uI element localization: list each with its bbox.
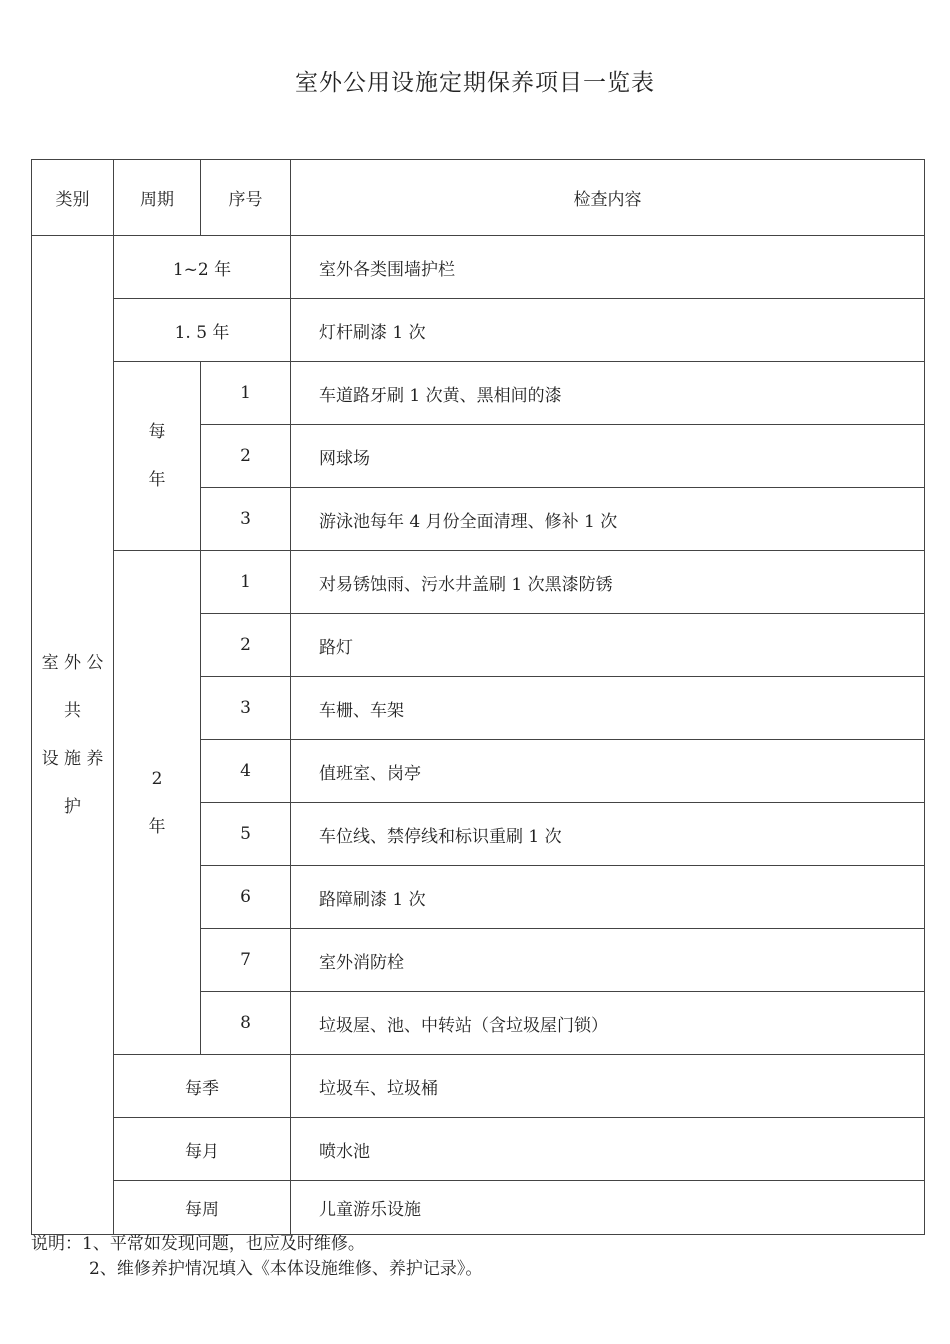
page-title: 室外公用设施定期保养项目一览表 — [295, 70, 655, 96]
category-cell — [32, 236, 114, 1235]
notes — [31, 1232, 482, 1282]
content-cell: 车位线、禁停线和标识重刷 1 次 — [291, 803, 925, 866]
table-row — [32, 1181, 925, 1235]
header-content: 检查内容 — [291, 160, 925, 236]
number-cell: 2 — [201, 425, 291, 488]
content-cell: 值班室、岗亭 — [291, 740, 925, 803]
number-cell: 6 — [201, 866, 291, 929]
period-cell: 每季 — [114, 1055, 291, 1118]
content-cell: 室外各类围墙护栏 — [291, 236, 925, 299]
content-cell: 车道路牙刷 1 次黄、黑相间的漆 — [291, 362, 925, 425]
content-cell: 对易锈蚀雨、污水井盖刷 1 次黑漆防锈 — [291, 551, 925, 614]
table-row — [32, 299, 925, 362]
content-cell: 灯杆刷漆 1 次 — [291, 299, 925, 362]
period-line: 每 — [148, 422, 166, 442]
number-cell: 4 — [201, 740, 291, 803]
content-cell: 路障刷漆 1 次 — [291, 866, 925, 929]
note-line: 说明：1、平常如发现问题，也应及时维修。 — [31, 1234, 365, 1254]
number-cell: 1 — [201, 551, 291, 614]
number-cell: 7 — [201, 929, 291, 992]
content-cell: 游泳池每年 4 月份全面清理、修补 1 次 — [291, 488, 925, 551]
category-line: 护 — [64, 797, 81, 817]
table-row — [32, 551, 925, 614]
table-row — [32, 1118, 925, 1181]
period-line: 年 — [148, 816, 166, 837]
header-period: 周期 — [114, 160, 201, 236]
number-cell: 8 — [201, 992, 291, 1055]
period-cell: 1. 5 年 — [114, 299, 291, 362]
note-line: 2、维修养护情况填入《本体设施维修、养护记录》。 — [89, 1259, 483, 1279]
content-cell: 室外消防栓 — [291, 929, 925, 992]
table-row — [32, 236, 925, 299]
content-cell: 喷水池 — [291, 1118, 925, 1181]
period-cell: 每月 — [114, 1118, 291, 1181]
number-cell: 1 — [201, 362, 291, 425]
content-cell: 车栅、车架 — [291, 677, 925, 740]
header-category: 类别 — [32, 160, 114, 236]
header-number: 序号 — [201, 160, 291, 236]
number-cell: 3 — [201, 488, 291, 551]
table-header-row — [32, 160, 925, 236]
number-cell: 2 — [201, 614, 291, 677]
period-cell-yearly — [114, 362, 201, 551]
number-cell: 3 — [201, 677, 291, 740]
category-line: 共 — [64, 701, 81, 721]
number-cell: 5 — [201, 803, 291, 866]
period-cell-two-year — [114, 551, 201, 1055]
content-cell: 垃圾屋、池、中转站（含垃圾屋门锁） — [291, 992, 925, 1055]
table-row — [32, 1055, 925, 1118]
period-cell: 每周 — [114, 1181, 291, 1235]
category-line: 室 外 公 — [41, 653, 104, 673]
period-line: 年 — [148, 470, 166, 490]
maintenance-table — [31, 159, 925, 1235]
content-cell: 网球场 — [291, 425, 925, 488]
content-cell: 儿童游乐设施 — [291, 1181, 925, 1235]
period-cell: 1~2 年 — [114, 236, 291, 299]
content-cell: 垃圾车、垃圾桶 — [291, 1055, 925, 1118]
category-line: 设 施 养 — [41, 749, 104, 769]
period-line: 2 — [151, 768, 163, 789]
table-row — [32, 362, 925, 425]
content-cell: 路灯 — [291, 614, 925, 677]
